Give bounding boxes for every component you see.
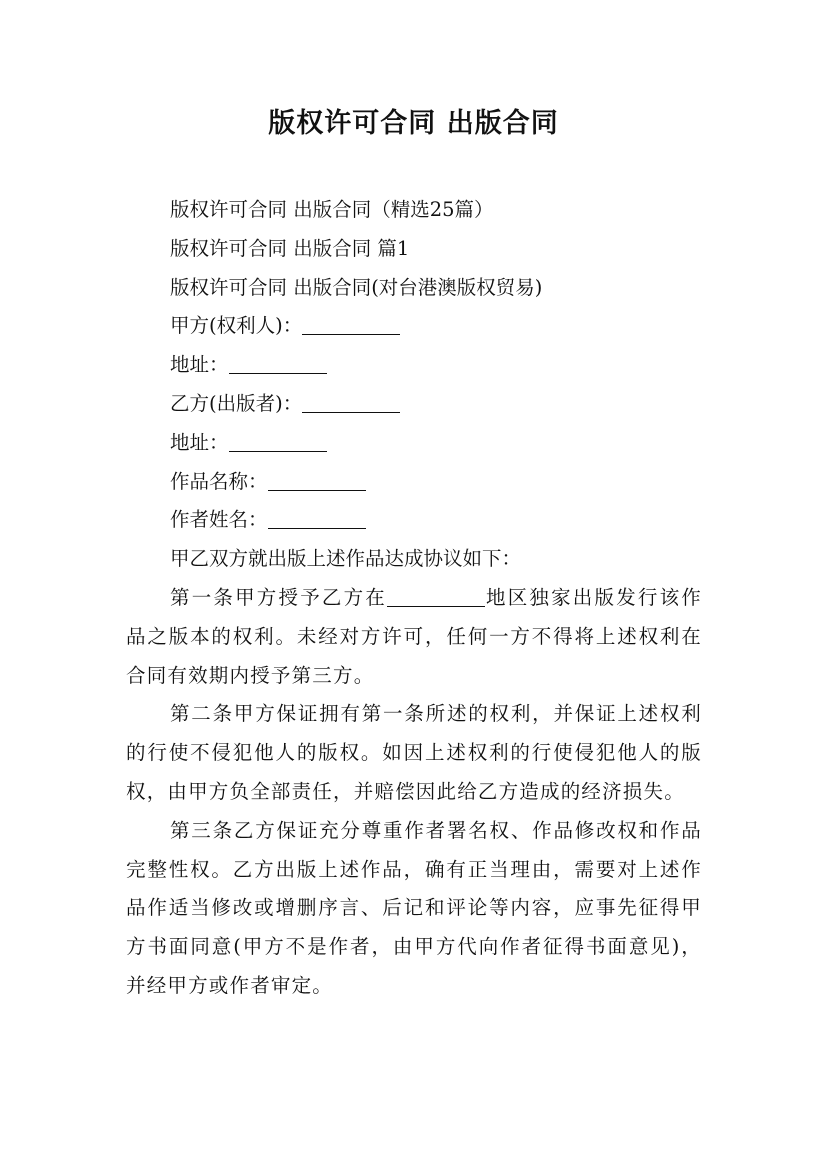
header-line: 版权许可合同 出版合同 篇1 — [170, 236, 410, 260]
blank-field — [302, 312, 400, 335]
header-line: 版权许可合同 出版合同（精选25篇） — [170, 198, 494, 221]
blank-field — [268, 468, 366, 491]
document-body — [126, 191, 702, 1006]
header-line: 版权许可合同 出版合同(对台港澳版权贸易) — [170, 275, 543, 299]
blank-field — [229, 351, 327, 374]
field-address-b — [126, 424, 702, 463]
clause-1-text-before: 第一条甲方授予乙方在 — [170, 585, 387, 609]
field-label: 地址： — [170, 430, 229, 454]
field-party-a — [126, 307, 702, 346]
field-label: 甲方(权利人)： — [170, 314, 303, 338]
field-label: 作者姓名： — [170, 508, 268, 532]
agreement-intro: 甲乙双方就出版上述作品达成协议如下： — [170, 547, 522, 571]
clause-1-text-after: 地区独家出版发行该作品之版本的权利。未经对方许可，任何一方不得将上述权利在合同有效期内授予第三方。 — [126, 585, 702, 687]
blank-field — [387, 584, 485, 607]
field-author-name — [126, 501, 702, 540]
field-label: 作品名称： — [170, 469, 268, 493]
field-party-b — [126, 385, 702, 424]
clause-1 — [126, 579, 702, 695]
field-work-title — [126, 463, 702, 502]
clause-2: 第二条甲方保证拥有第一条所述的权利，并保证上述权利的行使不侵犯他人的版权。如因上述权利的行使侵犯他人的版权，由甲方负全部责任，并赔偿因此给乙方造成的经济损失。 — [126, 702, 702, 803]
field-label: 地址： — [170, 353, 229, 377]
field-label: 乙方(出版者)： — [170, 391, 303, 415]
document-title: 版权许可合同 出版合同 — [268, 108, 559, 139]
blank-field — [302, 390, 400, 413]
clause-3: 第三条乙方保证充分尊重作者署名权、作品修改权和作品完整性权。乙方出版上述作品，确有正当理由，需要对上述作品作适当修改或增删序言、后记和评论等内容，应事先征得甲方书面同意(甲方不是作者，由甲方代向作者征得书面意见)，并经甲方或作者审定。 — [126, 818, 702, 997]
blank-field — [268, 506, 366, 529]
field-address-a — [126, 346, 702, 385]
blank-field — [229, 429, 327, 452]
